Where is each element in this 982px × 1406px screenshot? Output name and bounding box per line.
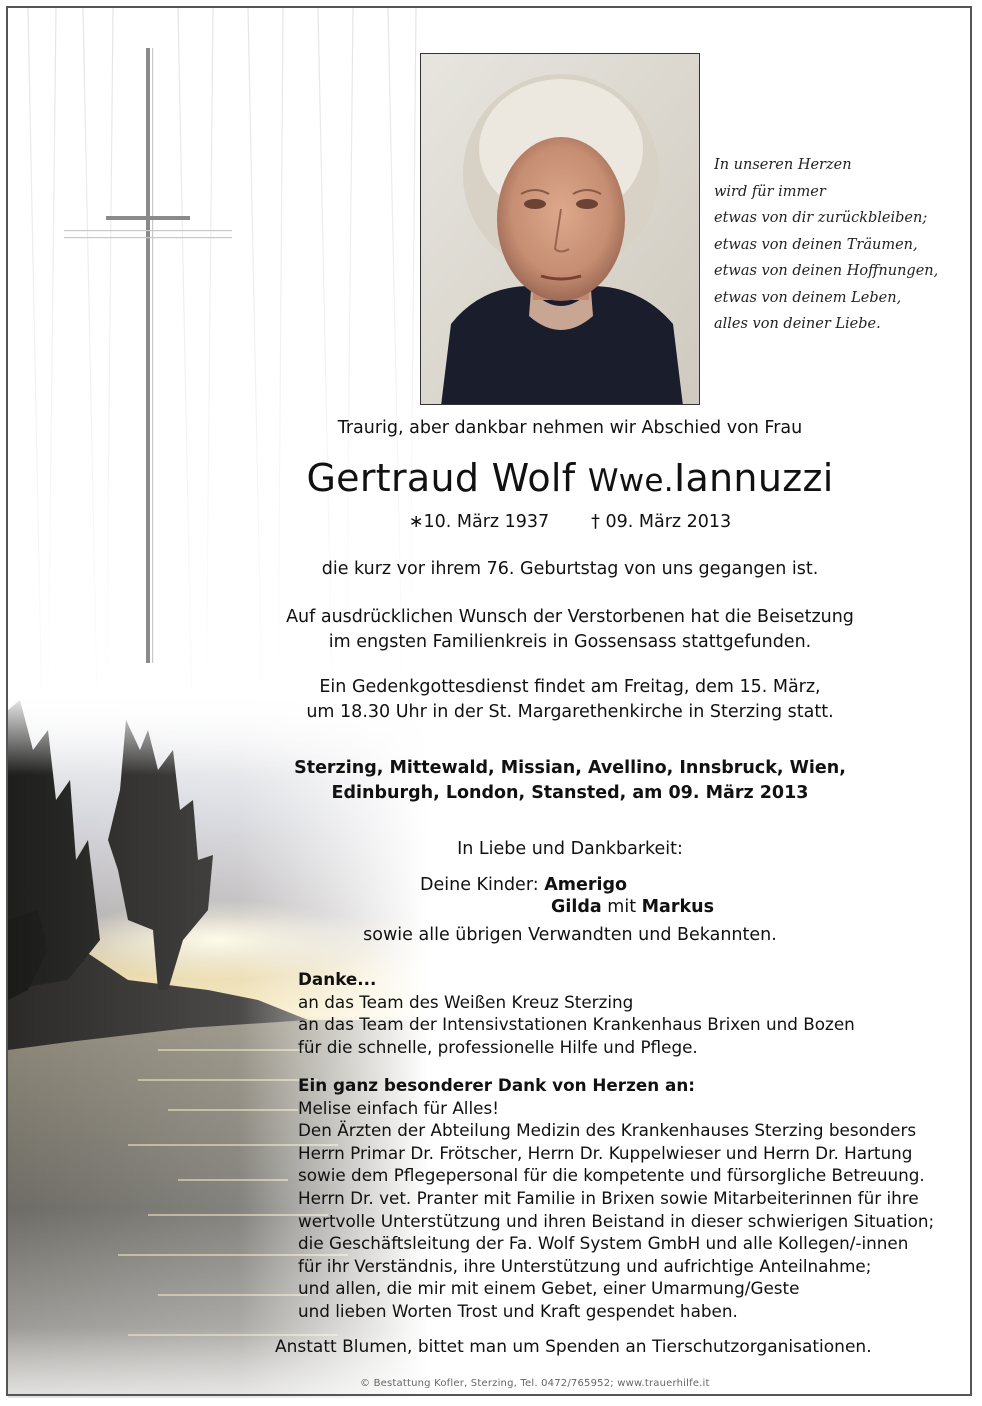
service-line: um 18.30 Uhr in der St. Margarethenkirche in Sterzing statt. bbox=[306, 702, 834, 722]
special-thanks-line: sowie dem Pflegepersonal für die kompetente und fürsorgliche Betreuung. bbox=[298, 1165, 925, 1186]
death-date: † 09. März 2013 bbox=[591, 512, 732, 532]
intro-text: Traurig, aber dankbar nehmen wir Abschied von Frau bbox=[337, 418, 803, 438]
child-name: Amerigo bbox=[544, 875, 628, 895]
places-line: Sterzing, Mittewald, Missian, Avellino, Innsbruck, Wien, bbox=[294, 758, 846, 778]
special-thanks-line: die Geschäftsleitung der Fa. Wolf System GmbH und alle Kollegen/-innen bbox=[298, 1233, 909, 1254]
special-thanks-line: Den Ärzten der Abteilung Medizin des Krankenhauses Sterzing besonders bbox=[298, 1120, 917, 1141]
age-note: die kurz vor ihrem 76. Geburtstag von uns gegangen ist. bbox=[321, 559, 819, 579]
funeral-home-footer: © Bestattung Kofler, Sterzing, Tel. 0472/765952; www.trauerhilfe.it bbox=[360, 1378, 710, 1389]
places-line: Edinburgh, London, Stansted, am 09. März 2013 bbox=[331, 783, 809, 803]
special-thanks-line: und allen, die mir mit einem Gebet, einer Umarmung/Geste bbox=[298, 1278, 800, 1299]
thanks-line: an das Team des Weißen Kreuz Sterzing bbox=[298, 991, 634, 1012]
poem-line: etwas von deinen Träumen, bbox=[714, 236, 918, 253]
poem-line: etwas von deinem Leben, bbox=[714, 289, 902, 306]
name-last: Iannuzzi bbox=[673, 456, 834, 500]
closing-phrase: In Liebe und Dankbarkeit: bbox=[457, 839, 683, 859]
donation-note: Anstatt Blumen, bittet man um Spenden an Tierschutzorganisationen. bbox=[275, 1337, 872, 1357]
thanks-line: für die schnelle, professionelle Hilfe und Pflege. bbox=[298, 1036, 698, 1057]
thanks-heading: Danke... bbox=[298, 969, 377, 989]
special-thanks-line: wertvolle Unterstützung und ihren Beistand in dieser schwierigen Situation; bbox=[298, 1210, 935, 1231]
special-thanks-line: Melise einfach für Alles! bbox=[298, 1097, 499, 1118]
with-word: mit bbox=[607, 897, 637, 917]
name-widow-prefix: Wwe. bbox=[587, 463, 674, 499]
poem-line: etwas von deinen Hoffnungen, bbox=[714, 263, 939, 279]
page-border bbox=[6, 6, 972, 1396]
poem-line: etwas von dir zurückbleiben; bbox=[714, 210, 928, 226]
special-thanks-heading: Ein ganz besonderer Dank von Herzen an: bbox=[298, 1075, 696, 1095]
relatives-note: sowie alle übrigen Verwandten und Bekannten. bbox=[363, 925, 777, 945]
child-name: Gilda bbox=[551, 897, 602, 917]
partner-name: Markus bbox=[641, 897, 715, 917]
burial-line: Auf ausdrücklichen Wunsch der Verstorbenen hat die Beisetzung bbox=[286, 607, 854, 627]
special-thanks-line: für ihr Verständnis, ihre Unterstützung und aufrichtige Anteilnahme; bbox=[298, 1255, 872, 1276]
thanks-line: an das Team der Intensivstationen Krankenhaus Brixen und Bozen bbox=[298, 1014, 855, 1035]
burial-line: im engsten Familienkreis in Gossensass stattgefunden. bbox=[328, 632, 812, 652]
special-thanks-line: und lieben Worten Trost und Kraft gespendet haben. bbox=[298, 1300, 738, 1321]
poem-line: wird für immer bbox=[714, 183, 826, 200]
poem-line: In unseren Herzen bbox=[714, 157, 852, 173]
special-thanks-line: Herrn Primar Dr. Frötscher, Herrn Dr. Kuppelwieser und Herrn Dr. Hartung bbox=[298, 1142, 913, 1163]
special-thanks-line: Herrn Dr. vet. Pranter mit Familie in Brixen sowie Mitarbeiterinnen für ihre bbox=[298, 1187, 919, 1208]
birth-date: ∗10. März 1937 bbox=[408, 512, 550, 532]
service-line: Ein Gedenkgottesdienst findet am Freitag, dem 15. März, bbox=[319, 677, 821, 697]
poem-line: alles von deiner Liebe. bbox=[714, 316, 881, 332]
name-first: Gertraud Wolf bbox=[306, 456, 576, 500]
children-label: Deine Kinder: bbox=[420, 875, 539, 895]
